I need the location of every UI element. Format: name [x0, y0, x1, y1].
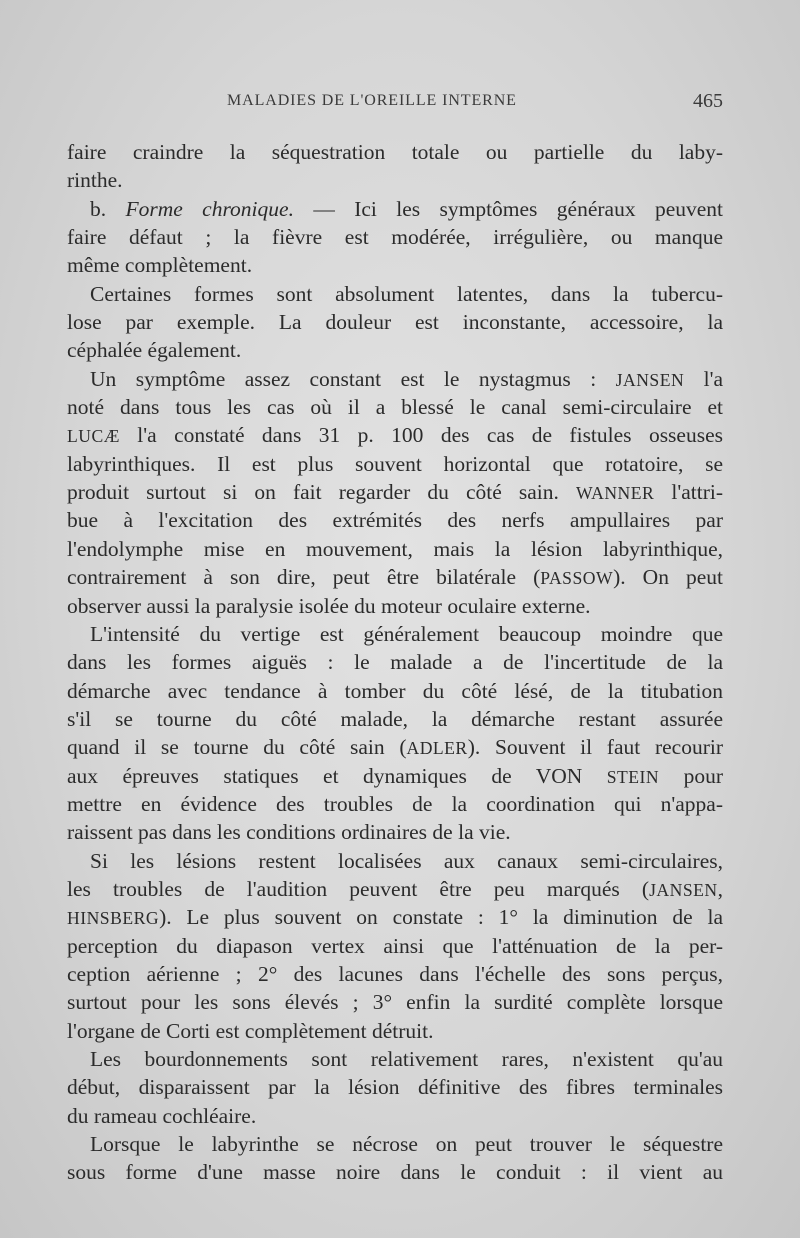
text-line: bue à l'excitation des extrémités des nerfs ampullaires par [67, 508, 723, 533]
paragraph [67, 365, 723, 620]
text-line: Les bourdonnements sont relativement rares, n'existent qu'au [90, 1047, 723, 1071]
text-line: surtout pour les sons élevés ; 3° enfin la surdité complète lorsque [67, 990, 723, 1015]
paragraph [67, 1045, 723, 1130]
text-line: HINSBERG). Le plus souvent on constate : 1° la diminution de la [67, 905, 723, 930]
running-title: MALADIES DE L'OREILLE INTERNE [227, 92, 517, 109]
text-line: dans les formes aiguës : le malade a de l'incertitude de la [67, 650, 723, 675]
text-line: même complètement. [67, 253, 253, 278]
paragraph [67, 195, 723, 280]
text-line: Si les lésions restent localisées aux canaux semi-circulaires, [90, 848, 723, 873]
text-line: mettre en évidence des troubles de la coordination qui n'appa- [67, 791, 723, 816]
text-line: raissent pas dans les conditions ordinaires de la vie. [67, 820, 511, 845]
page-number: 465 [693, 90, 723, 112]
text-line: s'il se tourne du côté malade, la démarche restant assurée [67, 706, 723, 731]
text-line: aux épreuves statiques et dynamiques de VON STEIN pour [67, 763, 723, 788]
text-line: LUCÆ l'a constaté dans 31 p. 100 des cas de fistules osseuses [67, 423, 723, 448]
text-line: démarche avec tendance à tomber du côté lésé, de la titubation [67, 678, 723, 703]
text-line: b. Forme chronique. — Ici les symptômes généraux peuvent [90, 196, 723, 221]
section-heading-italic: Forme chronique. [125, 196, 294, 221]
paragraph [67, 1130, 723, 1187]
text-line: produit surtout si on fait regarder du côté sain. WANNER l'attri- [67, 480, 723, 505]
text-line: sous forme d'une masse noire dans le conduit : il vient au [67, 1160, 723, 1185]
text-line: L'intensité du vertige est généralement beaucoup moindre que [90, 621, 723, 646]
text-line: Certaines formes sont absolument latentes, dans la tubercu- [90, 281, 723, 306]
text-line: labyrinthiques. Il est plus souvent horizontal que rotatoire, se [67, 451, 723, 476]
author-name: JANSEN [615, 369, 685, 390]
text-line: céphalée également. [67, 338, 242, 363]
text-line: contrairement à son dire, peut être bilatérale (PASSOW). On peut [67, 565, 723, 590]
text-line: perception du diapason vertex ainsi que l'atténuation de la per- [67, 933, 723, 958]
paragraph [67, 280, 723, 365]
text-line: du rameau cochléaire. [67, 1103, 257, 1128]
text-line: lose par exemple. La douleur est inconstante, accessoire, la [67, 310, 723, 335]
text-line: noté dans tous les cas où il a blessé le canal semi-circulaire et [67, 395, 723, 420]
text-line: Lorsque le labyrinthe se nécrose on peut trouver le séquestre [90, 1132, 723, 1157]
text-line: l'endolymphe mise en mouvement, mais la lésion labyrinthique, [67, 536, 723, 561]
paragraph [67, 138, 723, 195]
paragraph [67, 847, 723, 1045]
author-name: WANNER [575, 483, 655, 504]
text-line: ception aérienne ; 2° des lacunes dans l'échelle des sons perçus, [67, 961, 723, 986]
text-line: rinthe. [67, 168, 123, 193]
author-name: HINSBERG [67, 908, 160, 929]
text-line: faire défaut ; la fièvre est modérée, irrégulière, ou manque [67, 225, 723, 250]
text-line: Un symptôme assez constant est le nystagmus : JANSEN l'a [90, 366, 723, 391]
paragraph [67, 620, 723, 847]
text-line: les troubles de l'audition peuvent être peu marqués (JANSEN, [67, 876, 723, 901]
text-line: observer aussi la paralysie isolée du moteur oculaire externe. [67, 593, 591, 618]
author-name: ADLER [406, 738, 468, 759]
body-text [67, 138, 723, 1187]
text-line: quand il se tourne du côté sain (ADLER). Souvent il faut recourir [67, 735, 723, 760]
author-name: JANSEN [649, 879, 718, 900]
text-line: début, disparaissent par la lésion définitive des fibres terminales [67, 1075, 723, 1100]
author-name: STEIN [606, 766, 660, 787]
author-name: PASSOW [540, 568, 614, 589]
running-head [227, 92, 723, 116]
text-line: l'organe de Corti est complètement détruit. [67, 1018, 434, 1043]
author-name: LUCÆ [67, 426, 120, 447]
text-line: faire craindre la séquestration totale ou partielle du laby- [67, 140, 723, 164]
